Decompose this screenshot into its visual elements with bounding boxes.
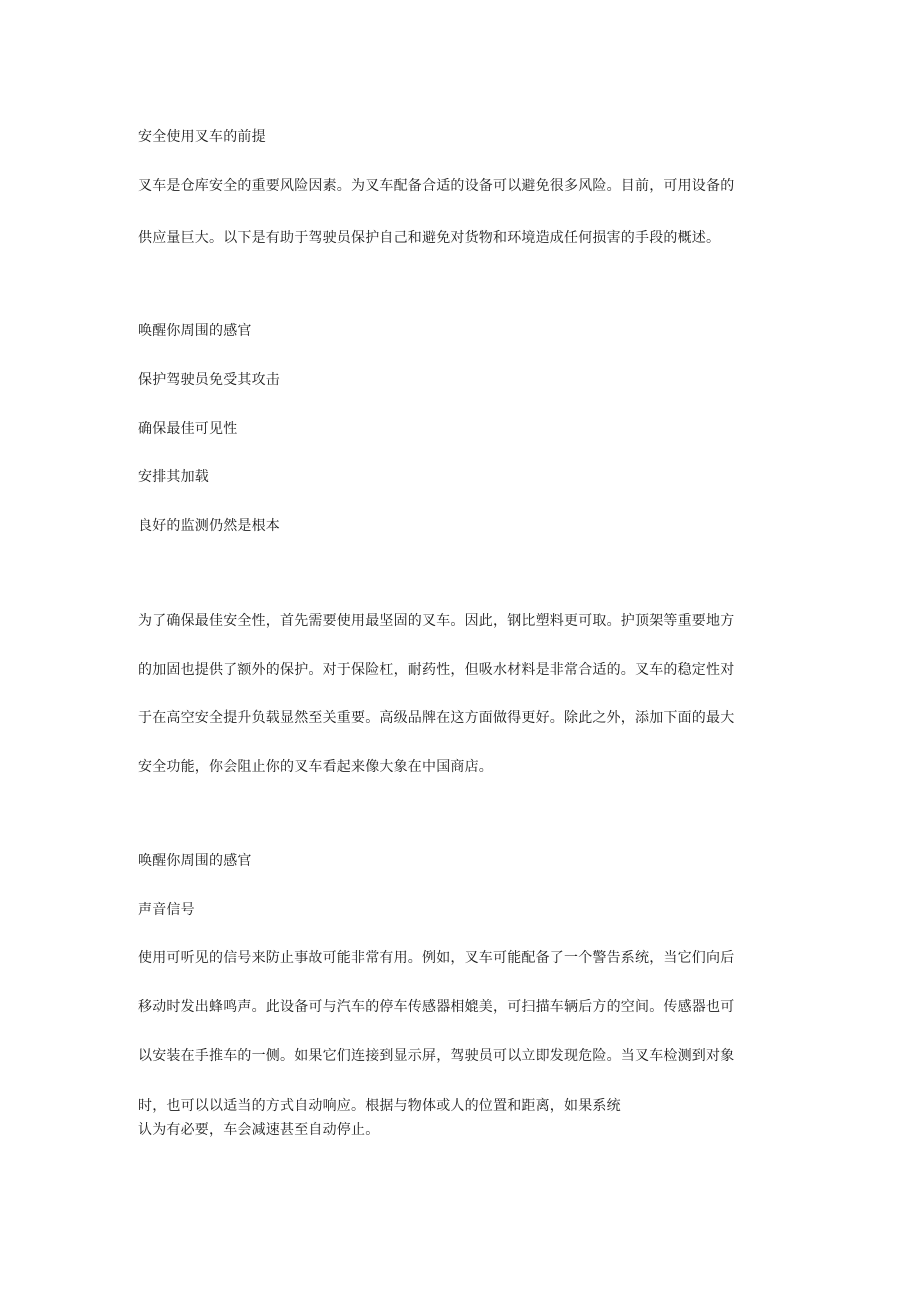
section-heading: 唤醒你周围的感官 <box>138 853 252 869</box>
toc-item: 唤醒你周围的感官 <box>138 323 252 339</box>
body-line: 于在高空安全提升负载显然至关重要。高级品牌在这方面做得更好。除此之外，添加下面的最大 <box>138 710 735 726</box>
intro-line: 叉车是仓库安全的重要风险因素。为叉车配备合适的设备可以避免很多风险。目前，可用设备的 <box>138 178 735 194</box>
section-paragraph-line: 认为有必要，车会减速甚至自动停止。 <box>138 1122 380 1138</box>
body-line: 为了确保最佳安全性，首先需要使用最坚固的叉车。因此，钢比塑料更可取。护顶架等重要地方 <box>138 613 735 629</box>
section-paragraph-line: 使用可听见的信号来防止事故可能非常有用。例如，叉车可能配备了一个警告系统，当它们向后 <box>138 950 735 966</box>
intro-line: 供应量巨大。以下是有助于驾驶员保护自己和避免对货物和环境造成任何损害的手段的概述。 <box>138 230 721 246</box>
document-title: 安全使用叉车的前提 <box>138 129 266 145</box>
toc-item: 保护驾驶员免受其攻击 <box>138 372 280 388</box>
body-line: 的加固也提供了额外的保护。对于保险杠，耐药性，但吸水材料是非常合适的。叉车的稳定性对 <box>138 662 735 678</box>
toc-item: 安排其加载 <box>138 469 209 485</box>
section-subheading: 声音信号 <box>138 902 195 918</box>
section-paragraph-line: 以安装在手推车的一侧。如果它们连接到显示屏，驾驶员可以立即发现危险。当叉车检测到对象 <box>138 1048 735 1064</box>
section-paragraph-line: 时，也可以以适当的方式自动响应。根据与物体或人的位置和距离，如果系统 <box>138 1098 621 1114</box>
toc-item: 良好的监测仍然是根本 <box>138 518 280 534</box>
section-paragraph-line: 移动时发出蜂鸣声。此设备可与汽车的停车传感器相媲美，可扫描车辆后方的空间。传感器也可 <box>138 999 735 1015</box>
body-line: 安全功能，你会阻止你的叉车看起来像大象在中国商店。 <box>138 759 493 775</box>
toc-item: 确保最佳可见性 <box>138 421 238 437</box>
